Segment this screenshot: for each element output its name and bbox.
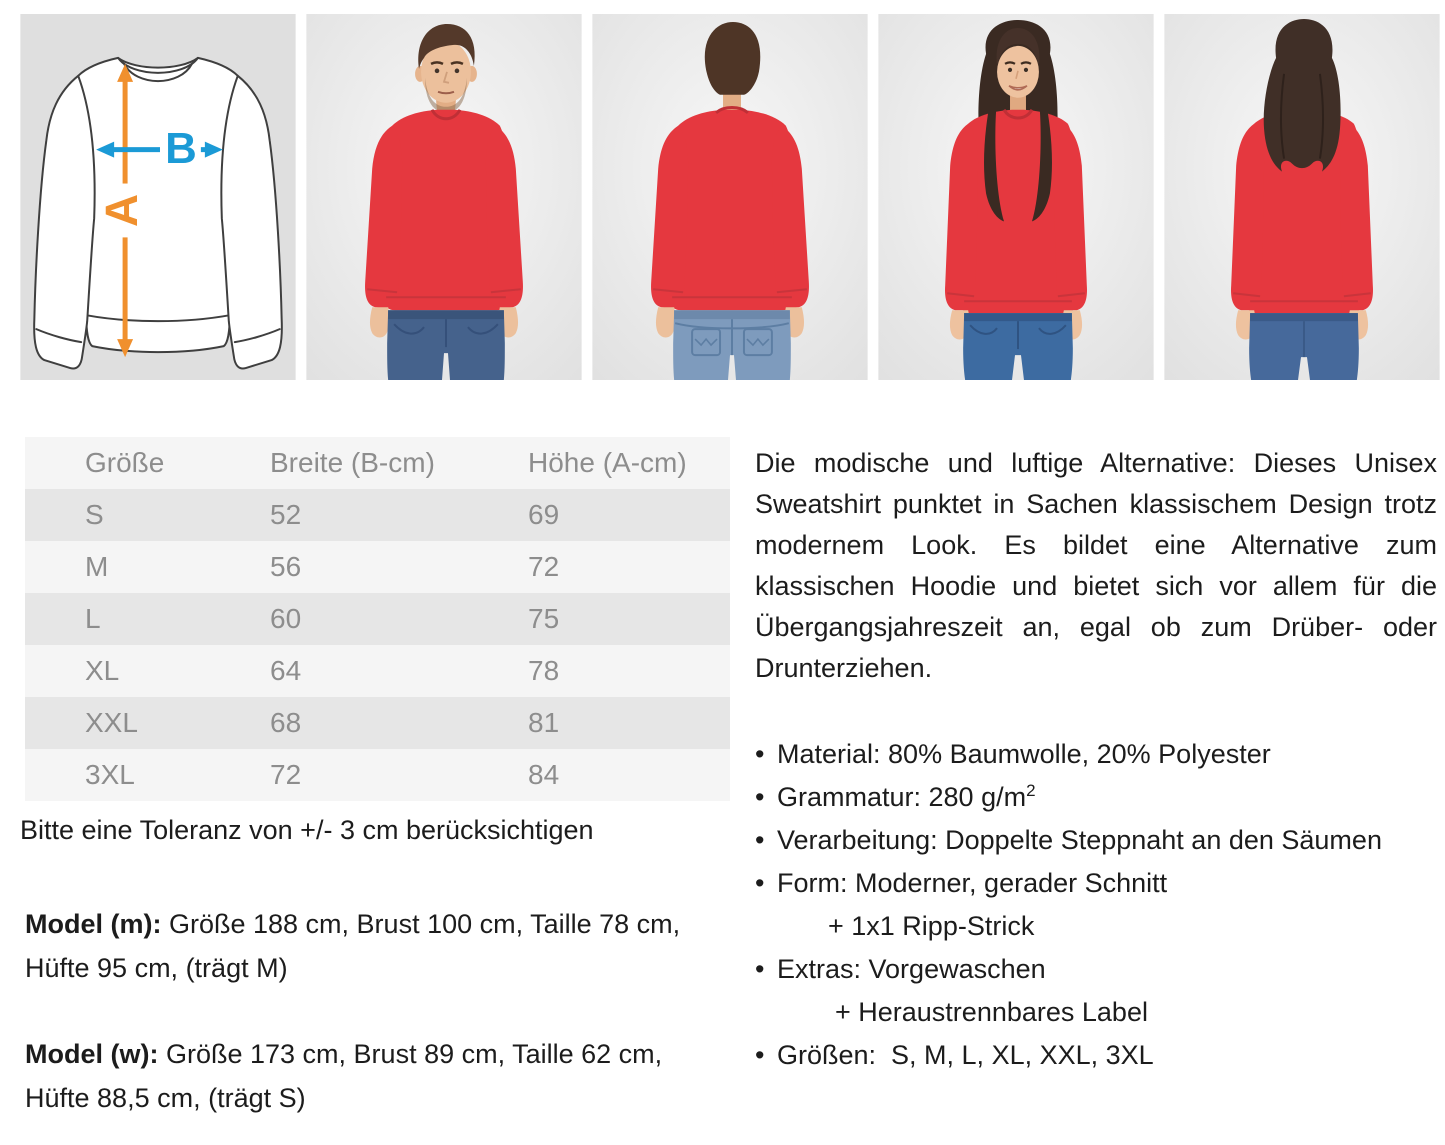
table-row [25,645,730,697]
cell-size: XXL [85,707,138,738]
cell-size: L [85,603,101,634]
model-m-label: Model (m): [25,909,162,939]
cell-width: 56 [270,551,302,582]
description-column [755,443,1437,1077]
bullet-icon: • [755,1040,765,1070]
col-header-width: Breite (B-cm) [270,447,435,478]
product-description: Die modische und luftige Alternative: Dieses Unisex Sweatshirt punktet in Sachen klassischem Design trotz modernem Look. Es bildet eine Alternative zum klassischen Hoodie und bietet sich vor allem für die Übergangsjahreszeit an, egal ob zum Drüber- oder Drunterziehen. [755,448,1437,683]
cell-width: 68 [270,707,302,738]
cell-width: 64 [270,655,302,686]
sweatshirt-outline-icon [34,58,282,369]
spec-item-extras: • Extras: Vorgewaschen [755,948,1437,991]
cell-height: 81 [528,707,560,738]
spec-item-grammatur: • Grammatur: 280 $g/m^2$ [755,776,1437,819]
cell-height: 78 [528,655,560,686]
spec-item-groessen: • Größen: S, M, L, XL, XXL, 3XL [755,1034,1437,1077]
bullet-icon: • [755,739,765,769]
photo-female-front[interactable] [878,14,1154,380]
bullet-icon: • [755,954,765,984]
cell-size: M [85,551,109,582]
spec-item-extras-cont: + Heraustrennbares Label [835,997,1148,1027]
model-m-info [25,902,715,990]
size-diagram[interactable] [20,14,296,380]
size-table [25,437,730,801]
bullet-icon: • [755,782,765,812]
model-w-text: Größe 173 cm, Brust 89 cm, Taille 62 cm, Hüfte 88,5 cm, (trägt S) [25,1039,663,1113]
cell-height: 75 [528,603,560,634]
measure-label-b: B [165,124,197,174]
table-row [25,749,730,801]
col-header-size: Größe [85,447,165,478]
model-m-text: Größe 188 cm, Brust 100 cm, Taille 78 cm, Hüfte 95 cm, (trägt M) [25,909,681,983]
model-w-info [25,1032,715,1120]
cell-width: 72 [270,759,302,790]
cell-size: XL [85,655,120,686]
tolerance-note: Bitte eine Toleranz von +/- 3 cm berücksichtigen [20,815,594,845]
cell-size: 3XL [85,759,135,790]
table-row [25,489,730,541]
cell-height: 72 [528,551,560,582]
photo-male-front[interactable] [306,14,582,380]
table-row [25,593,730,645]
superscript-2: 2 [1026,781,1036,800]
table-row [25,697,730,749]
spec-item-form: • Form: Moderner, gerader Schnitt [755,862,1437,905]
cell-width: 52 [270,499,302,530]
spec-item-verarbeitung: • Verarbeitung: Doppelte Steppnaht an den Säumen [755,819,1437,862]
photo-male-back[interactable] [592,14,868,380]
cell-height: 84 [528,759,560,790]
col-header-height: Höhe (A-cm) [528,447,687,478]
size-info-column [20,437,730,1120]
cell-size: S [85,499,104,530]
product-gallery [20,14,1440,380]
spec-item-material: • Material: 80% Baumwolle, 20% Polyester [755,733,1437,776]
cell-width: 60 [270,603,302,634]
spec-list [755,733,1437,1077]
table-row [25,541,730,593]
model-w-label: Model (w): [25,1039,159,1069]
photo-female-back[interactable] [1164,14,1440,380]
bullet-icon: • [755,868,765,898]
size-table-header-row [25,437,730,489]
measure-label-a: A [95,193,148,228]
spec-item-form-cont: + 1x1 Ripp-Strick [828,911,1035,941]
bullet-icon: • [755,825,765,855]
cell-height: 69 [528,499,560,530]
